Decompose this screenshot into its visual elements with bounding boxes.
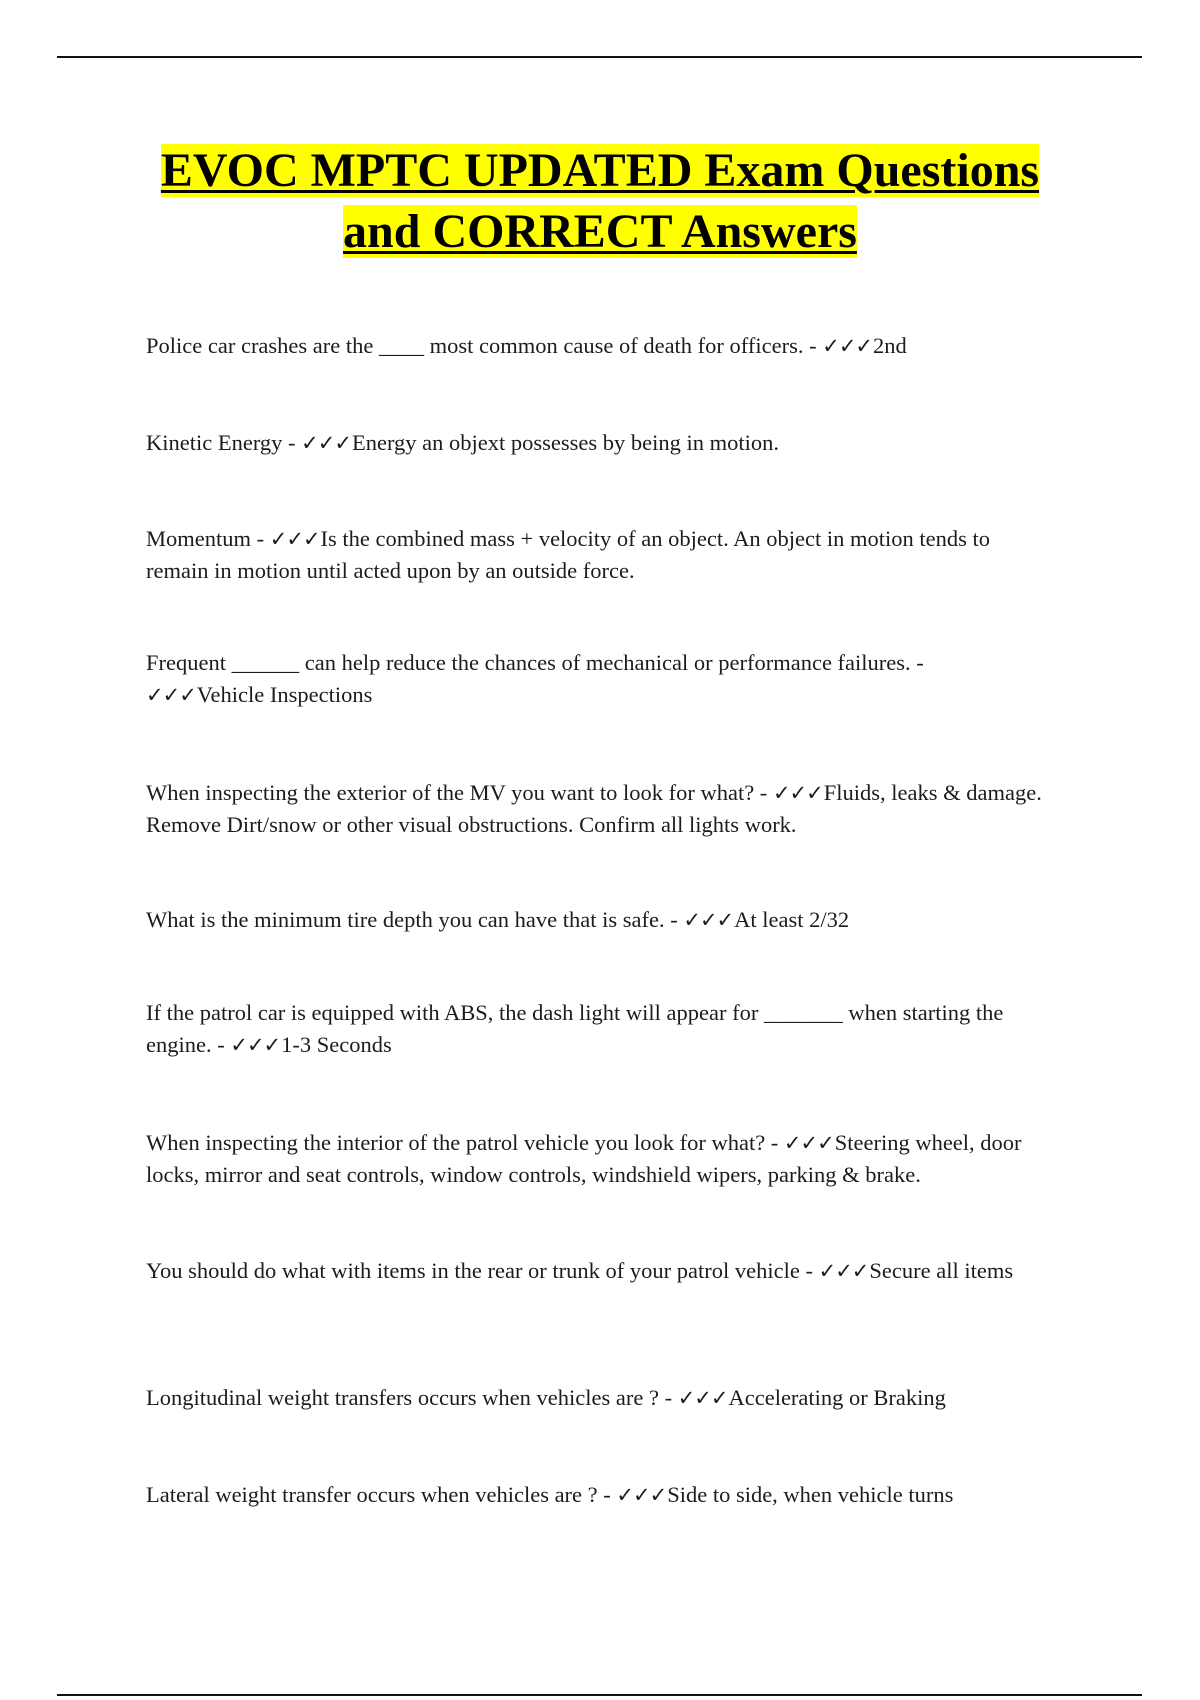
checkmark-icon: ✓✓✓ — [230, 1033, 281, 1057]
question-text: Frequent ______ can help reduce the chances of mechanical or performance failures. - — [146, 650, 924, 675]
checkmark-icon: ✓✓✓ — [677, 1386, 728, 1410]
title-line-1: EVOC MPTC UPDATED Exam Questions — [160, 144, 1040, 197]
checkmark-icon: ✓✓✓ — [269, 527, 320, 551]
checkmark-icon: ✓✓✓ — [772, 781, 823, 805]
question-text: What is the minimum tire depth you can have that is safe. - — [146, 907, 684, 932]
answer-text: At least 2/32 — [734, 907, 850, 932]
question-text: Longitudinal weight transfers occurs when vehicles are ? - — [146, 1385, 678, 1410]
question-text: You should do what with items in the rear or trunk of your patrol vehicle - — [146, 1258, 819, 1283]
answer-text: Steering wheel, door locks, mirror and seat controls, window controls, windshield wipers, parking & brake. — [146, 1130, 1022, 1187]
qa-item-5 — [146, 777, 1046, 841]
qa-item-6 — [146, 904, 1046, 936]
bottom-rule — [57, 1694, 1142, 1696]
checkmark-icon: ✓✓✓ — [783, 1131, 834, 1155]
qa-item-9 — [146, 1255, 1046, 1287]
question-text: Police car crashes are the ____ most common cause of death for officers. - — [146, 333, 823, 358]
answer-text: Is the combined mass + velocity of an object. An object in motion tends to remain in motion until acted upon by an outside force. — [146, 526, 990, 583]
answer-text: Energy an objext possesses by being in motion. — [351, 430, 780, 455]
qa-item-11 — [146, 1479, 1046, 1511]
answer-text: 2nd — [873, 333, 907, 358]
qa-item-10 — [146, 1382, 1046, 1414]
qa-item-1 — [146, 330, 1046, 362]
answer-text: Side to side, when vehicle turns — [667, 1482, 954, 1507]
question-text: If the patrol car is equipped with ABS, the dash light will appear for _______ when starting the engine. - — [146, 1000, 1004, 1057]
checkmark-icon: ✓✓✓ — [616, 1483, 667, 1507]
question-text: Momentum - — [146, 526, 270, 551]
answer-text: Secure all items — [869, 1258, 1014, 1283]
qa-item-2 — [146, 427, 1046, 459]
question-text: When inspecting the exterior of the MV you want to look for what? - — [146, 780, 773, 805]
answer-text: Fluids, leaks & damage. Remove Dirt/snow or other visual obstructions. Confirm all lights work. — [146, 780, 1042, 837]
checkmark-icon: ✓✓✓ — [301, 431, 351, 455]
answer-text: Accelerating or Braking — [728, 1385, 946, 1410]
qa-item-3 — [146, 523, 1046, 587]
title-line-2: and CORRECT Answers — [343, 205, 857, 258]
qa-item-7 — [146, 997, 1046, 1061]
qa-item-4 — [146, 647, 1046, 711]
checkmark-icon: ✓✓✓ — [818, 1259, 869, 1283]
question-text: Kinetic Energy - — [146, 430, 302, 455]
qa-item-8 — [146, 1127, 1046, 1191]
question-text: Lateral weight transfer occurs when vehicles are ? - — [146, 1482, 617, 1507]
document-title — [100, 140, 1100, 262]
top-rule — [57, 56, 1142, 58]
answer-text: Vehicle Inspections — [196, 682, 373, 707]
checkmark-icon: ✓✓✓ — [683, 908, 734, 932]
checkmark-icon: ✓✓✓ — [146, 683, 196, 707]
checkmark-icon: ✓✓✓ — [822, 334, 873, 358]
question-text: When inspecting the interior of the patrol vehicle you look for what? - — [146, 1130, 784, 1155]
answer-text: 1-3 Seconds — [281, 1032, 392, 1057]
